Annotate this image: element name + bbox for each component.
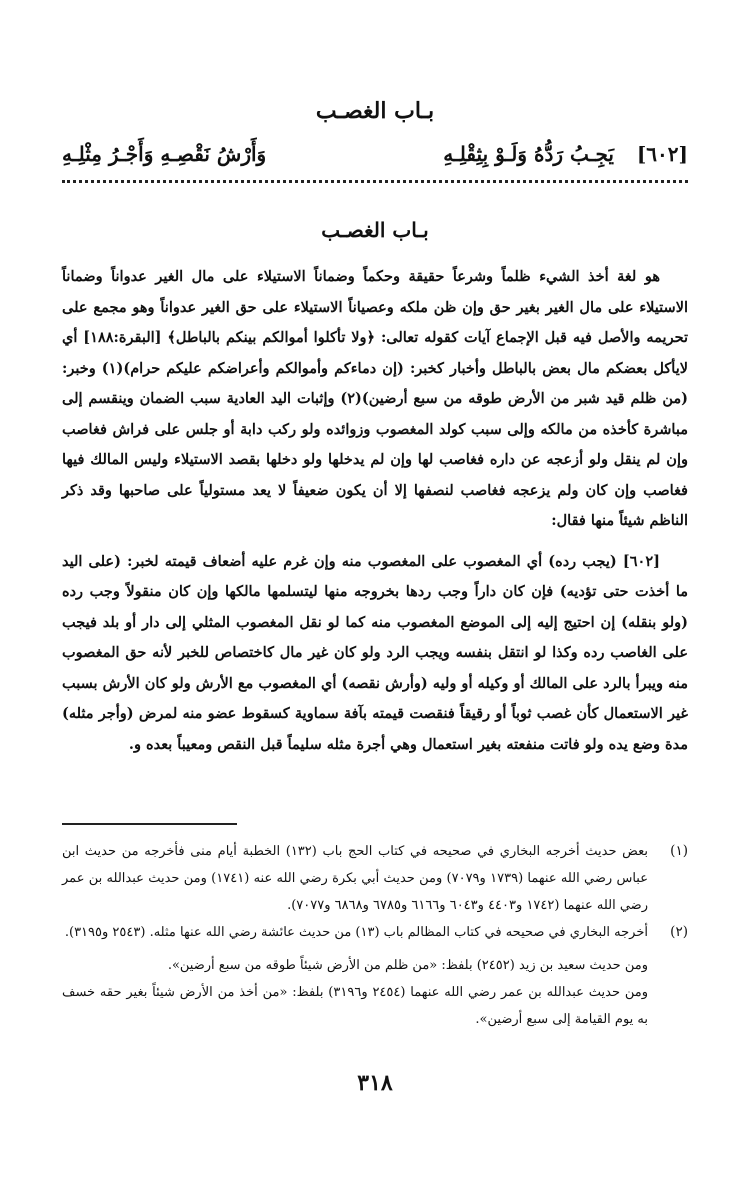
- poem-verse: [62, 142, 688, 172]
- page-number: ٣١٨: [357, 1070, 393, 1096]
- footnote-text: أخرجه البخاري في صحيحه في كتاب المظالم باب (١٣) من حديث عائشة رضي الله عنها مثله. (٢٥٤٣ و٣١٩٥).: [64, 925, 648, 940]
- footnote-continuation: [62, 952, 648, 1033]
- footnote-item: [62, 919, 688, 946]
- commentary-paragraph: [٦٠٢] (يجب رده) أي المغصوب على المغصوب منه وإن غرم عليه أضعاف قيمته لخبر: (على اليد ما أخذت حتى تؤديه) فإن كان داراً وجب ردها بخروجه منها ليتسلمها مالكها وإن كان منقولاً وجب رده (ولو بنقله) إن احتيج إليه إلى الموضع المغصوب منه كما لو نقل المغصوب المثلي إلى دار أو بلد فيجب على الغاصب رده وكذا لو انتقل بنفسه ويجب الرد ولو كان غير مال كاختصاص للخبر لأنه حق المغصوب منه ويبرأ بالرد على المالك أو وكيله أو وليه (وأرش نقصه) أي المغصوب مع الأرش ولو كان الأرش بسبب غير الاستعمال كأن غصب ثوباً أو رقيقاً فنقصت قيمته بآفة سماوية كسقوط عضو منه لمرض (وأجر مثله) مدة وضع يده ولو فاتت منفعته بغير استعمال وهي أجرة مثله سليماً قبل النقص ومعيباً بعده و.: [62, 552, 688, 753]
- verse-number: [٦٠٢]: [636, 142, 688, 166]
- footnotes: [62, 838, 688, 1033]
- verse-second-hemistich: وَأَرْشُ نَقْصِـهِ وَأَجْـرُ مِثْلِـهِ: [62, 142, 267, 166]
- dotted-separator: [62, 180, 688, 183]
- commentary-body: [62, 262, 688, 760]
- footnote-number: (٢): [670, 924, 688, 940]
- document-page: [62, 0, 688, 1185]
- footnote-text: ومن حديث عبدالله بن عمر رضي الله عنهما (٢٤٥٤ و٣١٩٦) بلفظ: «من أخذ من الأرض شيئاً بغير حقه خسف به يوم القيامة إلى سبع أرضين».: [62, 985, 648, 1027]
- chapter-title: بـاب الغصـب: [315, 98, 435, 124]
- footnote-text: بعض حديث أخرجه البخاري في صحيحه في كتاب الحج باب (١٣٢) الخطبة أيام منى فأخرجه من حديث ابن عباس رضي الله عنهما (١٧٣٩ و٧٠٧٩) ومن حديث أبي بكرة رضي الله عنه (١٧٤١) ومن حديث عبدالله بن عمر رضي الله عنهما (١٧٤٢ و٤٤٠٣ و٦٠٤٣ و٦١٦٦ و٦٧٨٥ و٦٨٦٨ و٧٠٧٧).: [62, 844, 648, 913]
- footnote-separator: [62, 823, 237, 825]
- section-title: بـاب الغصـب: [321, 218, 429, 242]
- footnote-item: [62, 838, 688, 919]
- verse-first-hemistich: يَجِـبُ رَدُّهُ وَلَـوْ بِثِقْلِـهِ: [443, 142, 614, 166]
- commentary-paragraph: هو لغة أخذ الشيء ظلماً وشرعاً حقيقة وحكماً وضماناً الاستيلاء على مال الغير عدواناً وضماناً الاستيلاء على مال الغير بغير حق وإن ظن ملكه وعصياناً الاستيلاء على حق الغير عدواناً وهو مجمع على تحريمه والأصل فيه قبل الإجماع آيات كقوله تعالى: ﴿ولا تأكلوا أموالكم بينكم بالباطل﴾ [البقرة:١٨٨] أي لايأكل بعضكم مال بعض بالباطل وأخبار كخبر: (إن دماءكم وأموالكم وأعراضكم عليكم حرام)(١) وخبر: (من ظلم قيد شبر من الأرض طوقه من سبع أرضين)(٢) وإثبات اليد العادية سبب الضمان وينقسم إلى مباشرة كأخذه من مالكه وإلى سبب كولد المغصوب وزوائده ولو ركب دابة أو جلس على فراش فغاصب وإن لم ينقل ولو أزعجه عن داره فغاصب لها وإن لم يدخلها ولو دخلها بقصد الاستيلاء وليس المالك فيها فغاصب وإن كان ولم يزعجه فغاصب لنصفها إلا أن يكون ضعيفاً لا يعد مستولياً على صاحبها وقد ذكر الناظم شيئاً منها فقال:: [62, 268, 688, 529]
- footnote-text: ومن حديث سعيد بن زيد (٢٤٥٢) بلفظ: «من ظلم من الأرض شيئاً طوقه من سبع أرضين».: [167, 958, 648, 973]
- footnote-number: (١): [670, 843, 688, 859]
